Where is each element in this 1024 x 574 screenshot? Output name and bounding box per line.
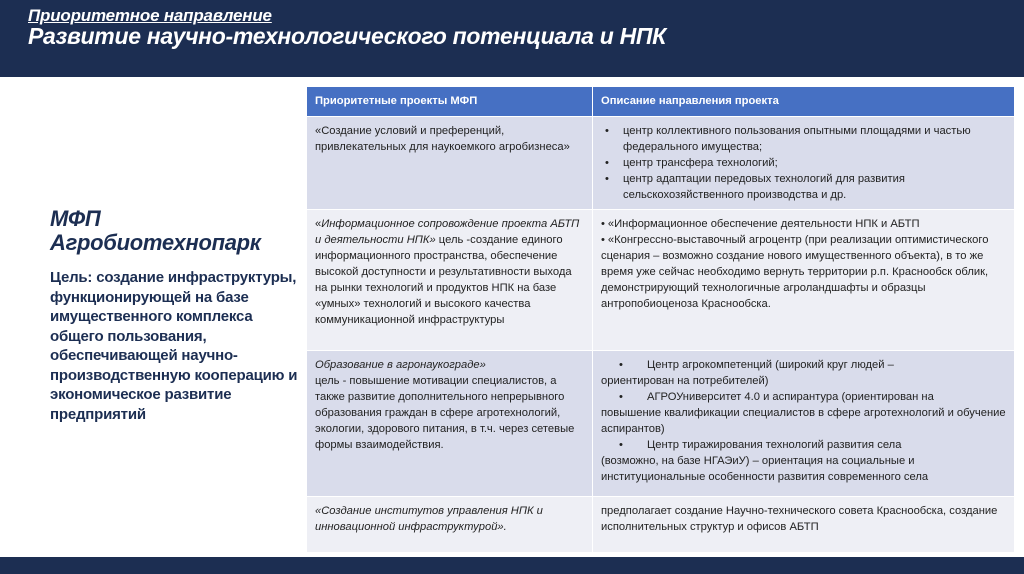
column-header-description: Описание направления проекта [593, 87, 1015, 117]
list-item [601, 357, 1006, 389]
project-title: Информационное сопровождение проекта АБТП и деятельности НПК» [315, 218, 580, 246]
mfp-title-line1: МФП [50, 206, 101, 231]
project-cell [307, 210, 593, 351]
table-row [307, 497, 1015, 553]
list-item [601, 123, 1006, 155]
list-item-text: АГРОУниверситет 4.0 и аспирантура (ориентирован на [647, 391, 934, 403]
description-cell [593, 117, 1015, 210]
project-cell: «Создание институтов управления НПК и инновационной инфраструктурой». [307, 497, 593, 553]
project-cell [307, 351, 593, 497]
list-item-text: центр адаптации передовых технологий для развития сельскохозяйственного производства и др. [623, 173, 905, 201]
bullet-icon: • [605, 125, 609, 137]
list-item-text: Центр агрокомпетенций (широкий круг людей – [647, 359, 894, 371]
list-item [601, 232, 1006, 312]
bullet-icon: • [601, 234, 605, 246]
header-banner [0, 0, 1024, 77]
project-quote: « [315, 218, 322, 230]
list-item-text: Центр тиражирования технологий развития села [647, 439, 902, 451]
mfp-title-line2: Агробиотехнопарк [50, 230, 261, 255]
list-item [601, 389, 1006, 437]
list-item [601, 171, 1006, 203]
footer-bar [0, 557, 1024, 574]
bullet-icon: • [605, 173, 609, 185]
project-title: Образование в агронаукограде» [315, 359, 486, 371]
list-item-continuation: (возможно, на базе НГАЭиУ) – ориентация на социальные и институциональные особенности развития современного села [601, 455, 929, 483]
list-item-text: «Конгрессно-выставочный агроцентр (при реализации оптимистического сценария – возможно создание нового имущественного объекта), в то же время уже сейчас необходимо вернуть территории р.п. Краснообск облик, демонстрирующий технологичные агроландшафты и образцы антропобиоценоза Краснообска. [601, 234, 989, 310]
left-panel [50, 207, 300, 424]
mfp-title [50, 207, 300, 255]
table-header-row [307, 87, 1015, 117]
bullet-icon: • [619, 359, 623, 371]
list-item [601, 437, 1006, 485]
description-cell: предполагает создание Научно-технического совета Краснообска, создание исполнительных структур и офисов АБТП [593, 497, 1015, 553]
header-subtitle: Приоритетное направление [28, 6, 272, 25]
project-cell: «Создание условий и преференций, привлекательных для наукоемкого агробизнеса» [307, 117, 593, 210]
bullet-icon: • [619, 439, 623, 451]
project-goal: цель - повышение мотивации специалистов, а также развитие дополнительного непрерывного образования граждан в сфере агротехнологий, экологии, здорового питания, в т.ч. через сетевые формы взаимодействия. [315, 375, 575, 451]
list-item-text: «Информационное обеспечение деятельности НПК и АБТП [607, 218, 920, 230]
description-cell [593, 210, 1015, 351]
header-title: Развитие научно-технологического потенциала и НПК [28, 23, 666, 49]
table-row [307, 210, 1015, 351]
list-item-continuation: повышение квалификации специалистов в сфере агротехнологий и обучение аспирантов) [601, 407, 1006, 435]
project-goal: цель -создание единого информационного пространства, обеспечение высокой доступности и результативности выхода на рынки технологий и продуктов НПК на базе «умных» технологий и высокого качества коммуникационной инфраструктуры [315, 234, 572, 326]
bullet-icon: • [601, 218, 605, 230]
description-list [601, 123, 1006, 203]
column-header-projects: Приоритетные проекты МФП [307, 87, 593, 117]
table-row [307, 351, 1015, 497]
list-item-text: центр трансфера технологий; [623, 157, 778, 169]
list-item-text: центр коллективного пользования опытными площадями и частью федерального имущества; [623, 125, 971, 153]
bullet-icon: • [605, 157, 609, 169]
description-list [601, 357, 1006, 485]
list-item-continuation: ориентирован на потребителей) [601, 375, 769, 387]
description-cell [593, 351, 1015, 497]
bullet-icon: • [619, 391, 623, 403]
list-item [601, 216, 1006, 232]
projects-table [306, 86, 1015, 553]
table-row [307, 117, 1015, 210]
mfp-goal: Цель: создание инфраструктуры, функционирующей на базе имущественного комплекса общего пользования, обеспечивающей научно-производственную кооперацию и экономическое развитие предприятий [50, 269, 298, 423]
list-item [601, 155, 1006, 171]
description-list [601, 216, 1006, 312]
